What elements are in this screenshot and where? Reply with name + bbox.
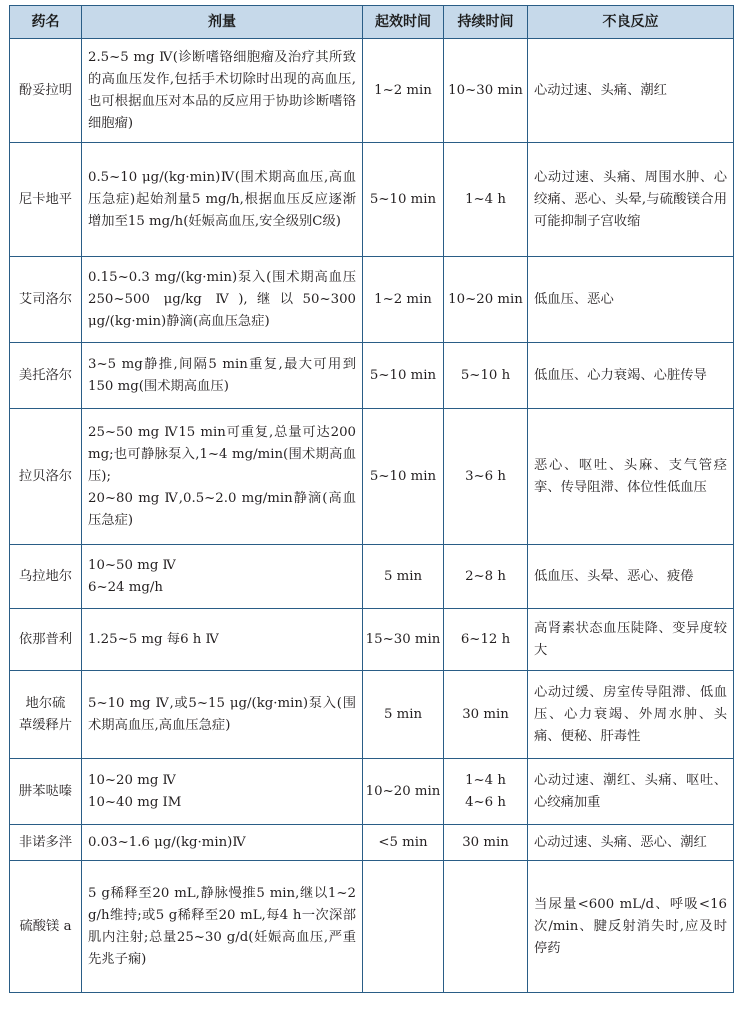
duration-cell [444,759,528,825]
adverse-reaction-cell-text: 高肾素状态血压陡降、变异度较大 [534,620,727,658]
drug-name-cell [10,671,82,759]
drug-name-cell-text: 美托洛尔 [18,367,73,383]
duration-cell [444,409,528,545]
drug-name-cell-text: 肼苯哒嗪 [18,783,73,799]
duration-cell [444,825,528,861]
onset-cell-text: <5 min [378,834,428,850]
dose-cell [82,609,363,671]
onset-cell [363,545,444,609]
drug-name-cell-text: 乌拉地尔 [18,568,73,584]
adverse-reaction-cell [528,759,734,825]
duration-cell [444,39,528,143]
drug-name-cell [10,39,82,143]
adverse-reaction-cell-text: 心动过速、头痛、恶心、潮红 [534,834,707,850]
dose-cell [82,343,363,409]
drug-name-cell-text: 非诺多泮 [18,834,73,850]
header-adverse-reactions: 不良反应 [528,6,734,39]
drug-name-cell [10,609,82,671]
adverse-reaction-cell-text: 心动过速、头痛、周围水肿、心绞痛、恶心、头晕,与硫酸镁合用可能抑制子宫收缩 [534,169,727,229]
dose-cell-text: 25~50 mg Ⅳ15 min可重复,总量可达200 mg;也可静脉泵入,1~4 mg/min(围术期高血压); [88,424,356,484]
onset-cell [363,39,444,143]
table-row [10,343,734,409]
drug-name-cell [10,343,82,409]
duration-cell-text: 4~6 h [465,794,506,810]
duration-cell-text: 10~30 min [448,82,523,98]
onset-cell [363,825,444,861]
dose-cell-text: 6~24 mg/h [88,579,163,595]
adverse-reaction-cell [528,257,734,343]
duration-cell [444,143,528,257]
adverse-reaction-cell-text: 心动过速、潮红、头痛、呕吐、心绞痛加重 [534,772,727,810]
dose-cell-text: 5~10 mg Ⅳ,或5~15 μg/(kg·min)泵入(围术期高血压,高血压急症) [88,695,356,733]
dose-cell [82,545,363,609]
adverse-reaction-cell [528,39,734,143]
adverse-reaction-cell [528,409,734,545]
header-dose: 剂量 [82,6,363,39]
adverse-reaction-cell [528,143,734,257]
dose-cell-text: 0.15~0.3 mg/(kg·min)泵入(围术期高血压250~500 μg/kg Ⅳ),继以50~300 μg/(kg·min)静滴(高血压急症) [88,269,356,329]
dose-cell [82,143,363,257]
dose-cell [82,671,363,759]
onset-cell-text: 5~10 min [369,468,437,484]
onset-cell-text: 5~10 min [369,367,437,383]
duration-cell [444,609,528,671]
drug-name-cell [10,545,82,609]
adverse-reaction-cell-text: 恶心、呕吐、头麻、支气管痉挛、传导阻滞、体位性低血压 [534,457,727,495]
table-body [10,39,734,993]
duration-cell [444,545,528,609]
drug-name-cell [10,257,82,343]
duration-cell-text: 30 min [462,706,509,722]
adverse-reaction-cell [528,861,734,993]
duration-cell-text: 1~4 h [465,772,506,788]
dose-cell-text: 10~40 mg IM [88,794,182,810]
drug-name-cell-text: 尼卡地平 [18,191,73,207]
drug-name-cell-text: 地尔硫 [25,695,66,711]
dose-cell-text: 5 g稀释至20 mL,静脉慢推5 min,继以1~2 g/h维持;或5 g稀释至20 mL,每4 h一次深部肌内注射;总量25~30 g/d(妊娠高血压,严重先兆子痫) [88,885,356,967]
dose-cell-text: 20~80 mg Ⅳ,0.5~2.0 mg/min静滴(高血压急症) [88,490,356,528]
dose-cell-text: 0.5~10 μg/(kg·min)Ⅳ(围术期高血压,高血压急症)起始剂量5 mg/h,根据血压反应逐渐增加至15 mg/h(妊娠高血压,安全级别C级) [88,169,356,229]
duration-cell-text: 2~8 h [465,568,506,584]
dose-cell-text: 10~20 mg Ⅳ [88,772,176,788]
onset-cell-text: 1~2 min [374,82,432,98]
duration-cell-text: 5~10 h [460,367,511,383]
dose-cell-text: 3~5 mg静推,间隔5 min重复,最大可用到150 mg(围术期高血压) [88,356,356,394]
table-header-row [10,6,734,39]
duration-cell [444,671,528,759]
dose-cell [82,825,363,861]
adverse-reaction-cell [528,671,734,759]
table-row [10,257,734,343]
duration-cell-text: 1~4 h [465,191,506,207]
drug-name-cell [10,759,82,825]
drug-name-cell-text: 艾司洛尔 [18,291,73,307]
table-row [10,545,734,609]
duration-cell-text: 3~6 h [465,468,506,484]
drug-name-cell-text: 拉贝洛尔 [18,468,73,484]
onset-cell-text: 15~30 min [365,631,441,647]
dose-cell-text: 10~50 mg Ⅳ [88,557,176,573]
onset-cell-text: 5 min [383,706,423,722]
onset-cell-text: 5 min [383,568,423,584]
adverse-reaction-cell-text: 心动过缓、房室传导阻滞、低血压、心力衰竭、外周水肿、头痛、便秘、肝毒性 [534,684,727,744]
onset-cell [363,257,444,343]
table-row [10,861,734,993]
table-row [10,143,734,257]
table-row [10,609,734,671]
duration-cell [444,861,528,993]
dose-cell-text: 0.03~1.6 μg/(kg·min)Ⅳ [88,834,246,850]
dose-cell [82,257,363,343]
drug-table [9,5,734,993]
onset-cell-text: 10~20 min [365,783,441,799]
onset-cell [363,609,444,671]
adverse-reaction-cell-text: 低血压、头晕、恶心、疲倦 [534,568,694,584]
onset-cell [363,861,444,993]
header-onset: 起效时间 [363,6,444,39]
duration-cell [444,343,528,409]
table-row [10,409,734,545]
dose-cell [82,861,363,993]
adverse-reaction-cell-text: 当尿量<600 mL/d、呼吸<16次/min、腱反射消失时,应及时停药 [534,896,727,956]
table-row [10,671,734,759]
adverse-reaction-cell [528,825,734,861]
onset-cell [363,409,444,545]
table-row [10,759,734,825]
drug-name-cell-text: 依那普利 [18,631,73,647]
duration-cell-text: 6~12 h [460,631,511,647]
onset-cell [363,759,444,825]
drug-name-cell-text: 硫酸镁 a [19,918,72,934]
duration-cell [444,257,528,343]
onset-cell-text: 1~2 min [374,291,432,307]
adverse-reaction-cell [528,609,734,671]
onset-cell [363,343,444,409]
header-duration: 持续时间 [444,6,528,39]
drug-name-cell-text: 䓬缓释片 [18,717,73,733]
table-row [10,825,734,861]
dose-cell-text: 1.25~5 mg 每6 h Ⅳ [88,631,219,647]
table-row [10,39,734,143]
drug-name-cell [10,825,82,861]
adverse-reaction-cell [528,343,734,409]
adverse-reaction-cell-text: 低血压、恶心 [534,291,614,307]
drug-name-cell [10,143,82,257]
header-drug-name: 药名 [10,6,82,39]
dose-cell [82,409,363,545]
duration-cell-text: 10~20 min [448,291,523,307]
drug-name-cell [10,409,82,545]
adverse-reaction-cell-text: 低血压、心力衰竭、心脏传导 [534,367,707,383]
dose-cell [82,759,363,825]
dose-cell [82,39,363,143]
onset-cell [363,671,444,759]
adverse-reaction-cell-text: 心动过速、头痛、潮红 [534,82,667,98]
drug-name-cell [10,861,82,993]
onset-cell [363,143,444,257]
duration-cell-text: 30 min [462,834,509,850]
drug-name-cell-text: 酚妥拉明 [18,82,73,98]
onset-cell-text: 5~10 min [369,191,437,207]
adverse-reaction-cell [528,545,734,609]
dose-cell-text: 2.5~5 mg Ⅳ(诊断嗜铬细胞瘤及治疗其所致的高血压发作,包括手术切除时出现的高血压,也可根据血压对本品的反应用于协助诊断嗜铬细胞瘤) [88,49,356,131]
